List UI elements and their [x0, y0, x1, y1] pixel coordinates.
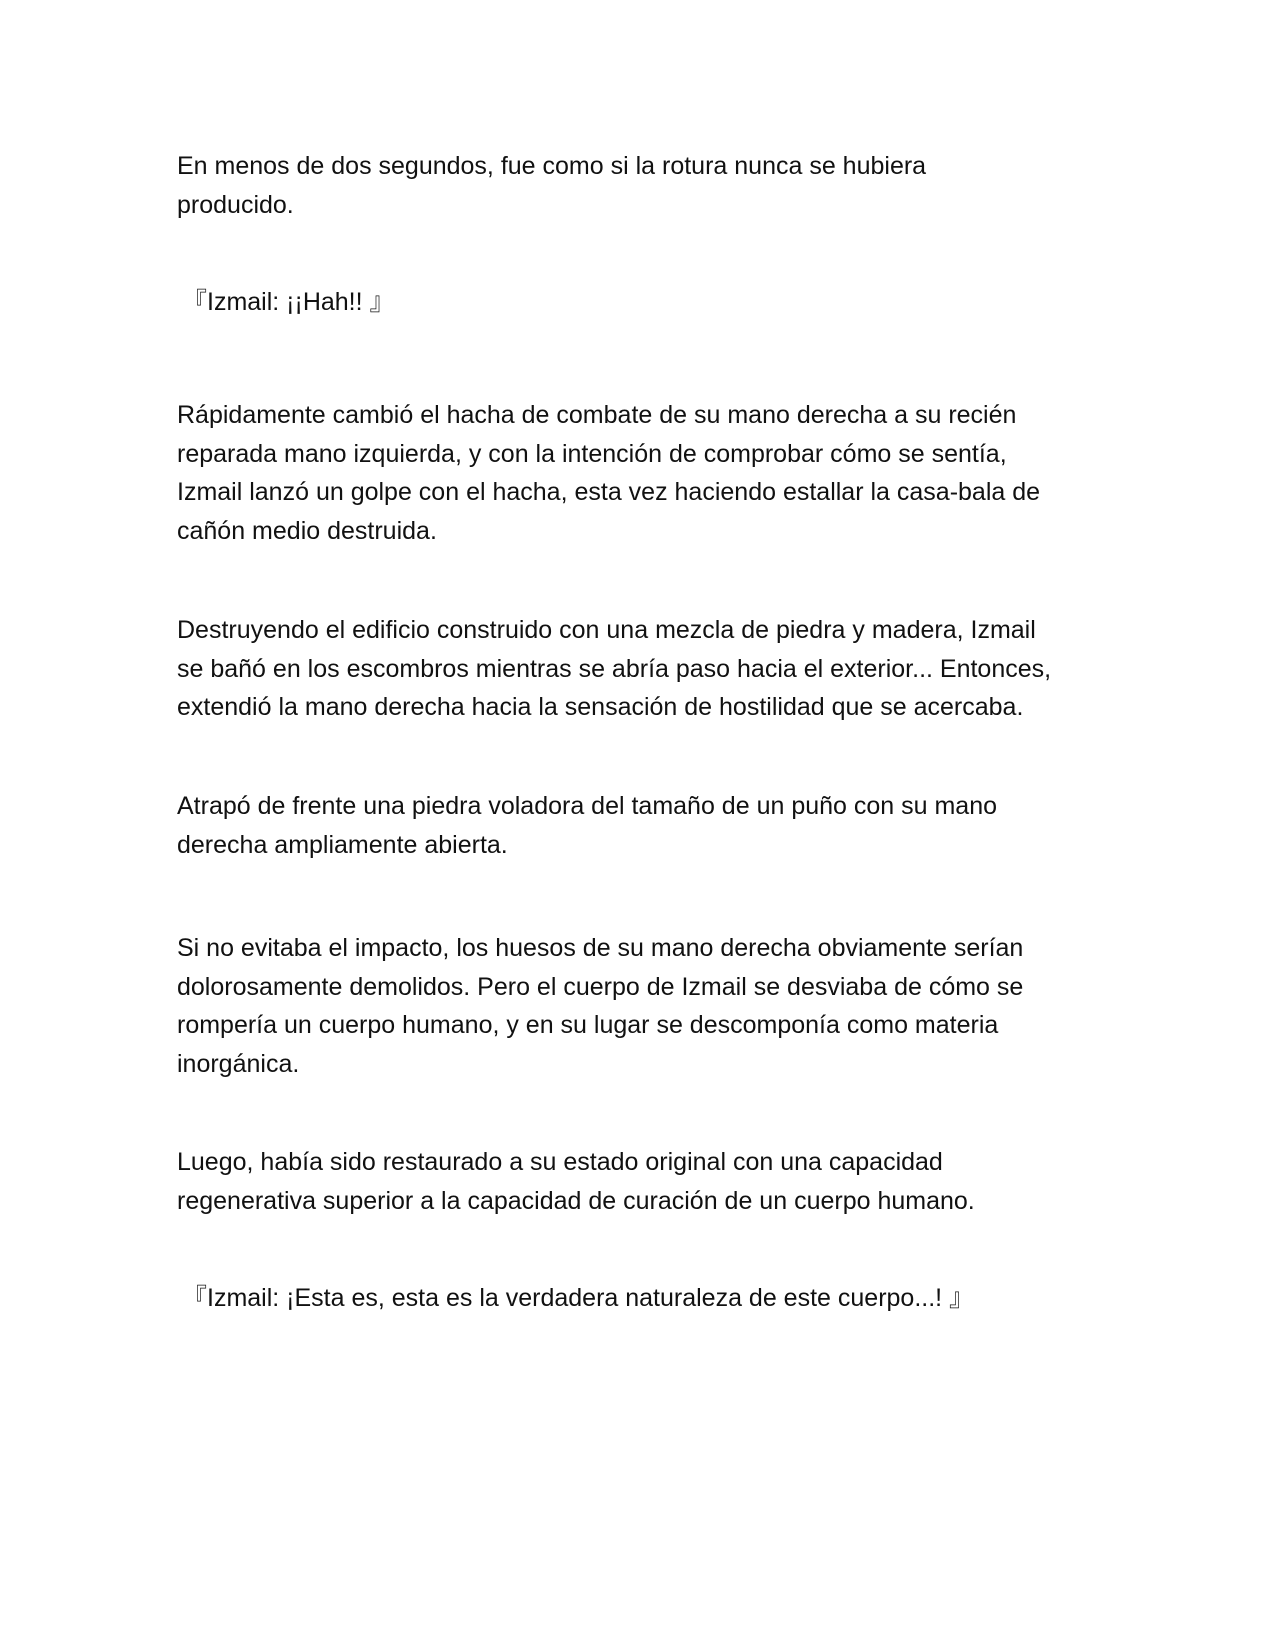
paragraph-5: [177, 929, 1122, 1083]
dialogue-line: 『Izmail: ¡¡Hah!! 』: [182, 288, 395, 316]
paragraph-3: [177, 611, 1122, 727]
text-line: regenerativa superior a la capacidad de curación de un cuerpo humano.: [177, 1186, 975, 1215]
dialogue-1: [182, 283, 1127, 322]
paragraph-4: [177, 787, 1122, 864]
text-line: En menos de dos segundos, fue como si la rotura nunca se hubiera: [177, 152, 927, 180]
text-line: dolorosamente demolidos. Pero el cuerpo de Izmail se desviaba de cómo se: [177, 972, 1024, 1001]
text-line: Destruyendo el edificio construido con una mezcla de piedra y madera, Izmail: [177, 616, 1036, 644]
text-line: Rápidamente cambió el hacha de combate de su mano derecha a su recién: [177, 401, 1017, 429]
text-line: se bañó en los escombros mientras se abría paso hacia el exterior... Entonces,: [177, 654, 1052, 683]
paragraph-2: [177, 396, 1122, 550]
text-line: extendió la mano derecha hacia la sensación de hostilidad que se acercaba.: [177, 693, 1024, 721]
text-line: inorgánica.: [177, 1049, 300, 1078]
paragraph-6: [177, 1143, 1122, 1220]
dialogue-line: 『Izmail: ¡Esta es, esta es la verdadera naturaleza de este cuerpo...! 』: [182, 1284, 975, 1312]
text-line: cañón medio destruida.: [177, 516, 437, 545]
text-line: Luego, había sido restaurado a su estado original con una capacidad: [177, 1148, 943, 1176]
text-line: reparada mano izquierda, y con la intención de comprobar cómo se sentía,: [177, 439, 1007, 468]
text-line: rompería un cuerpo humano, y en su lugar se descomponía como materia: [177, 1011, 999, 1039]
paragraph-1: [177, 147, 1122, 224]
text-line: producido.: [177, 190, 294, 219]
text-line: Izmail lanzó un golpe con el hacha, esta vez haciendo estallar la casa-bala de: [177, 478, 1041, 506]
dialogue-2: [182, 1279, 1127, 1318]
text-line: Atrapó de frente una piedra voladora del tamaño de un puño con su mano: [177, 792, 998, 820]
text-line: Si no evitaba el impacto, los huesos de su mano derecha obviamente serían: [177, 934, 1024, 962]
text-line: derecha ampliamente abierta.: [177, 830, 508, 859]
